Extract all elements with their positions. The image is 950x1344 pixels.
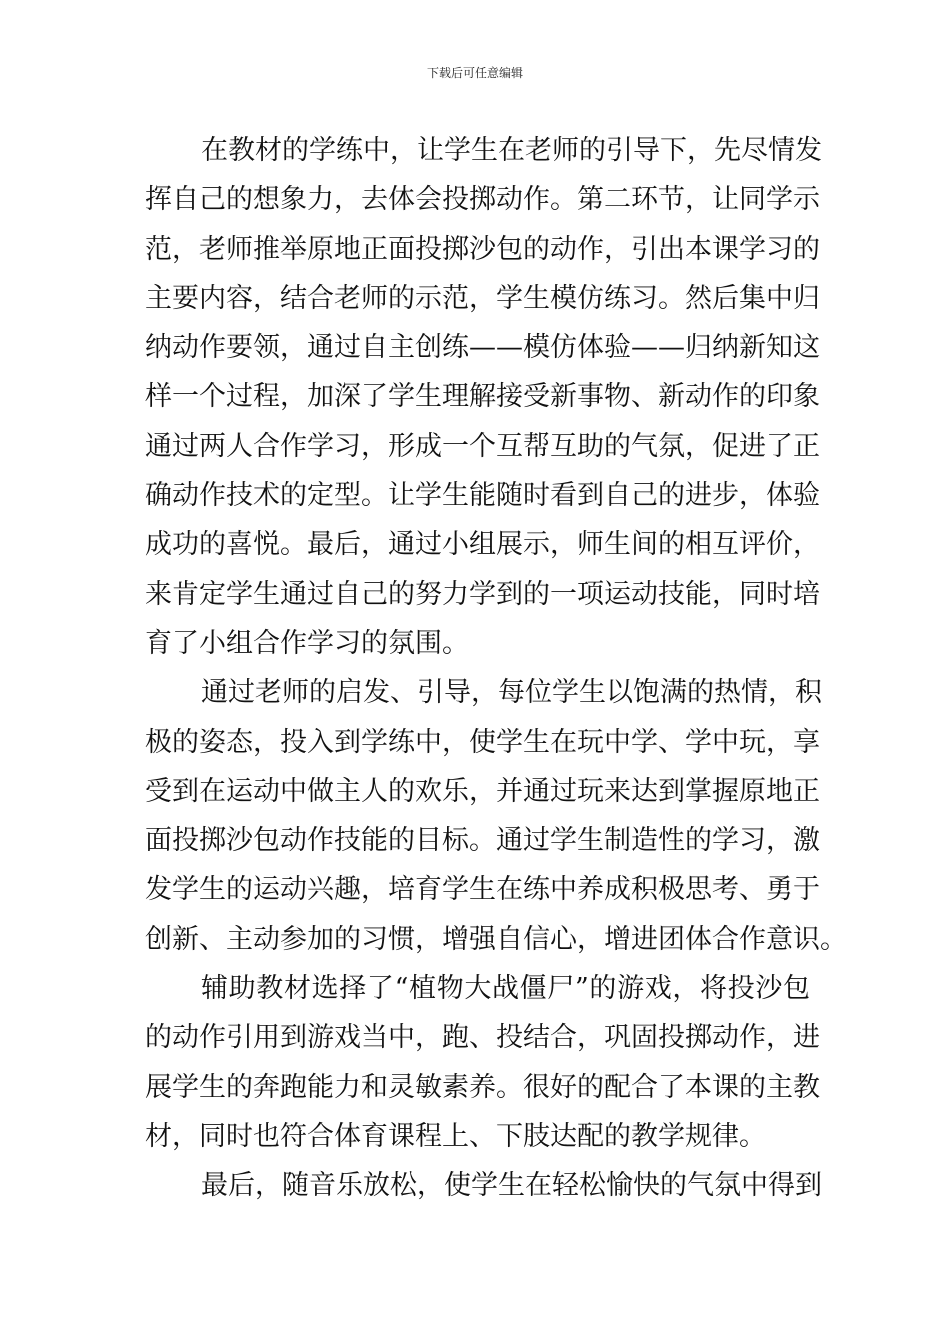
text-line: 通过老师的启发、引导，每位学生以饱满的热情，积 — [201, 677, 822, 709]
text-line: 材，同时也符合体育课程上、下肢达配的教学规律。 — [145, 1120, 766, 1152]
text-line: 的动作引用到游戏当中，跑、投结合，巩固投掷动作，进 — [145, 1022, 820, 1054]
text-line: 在教材的学练中，让学生在老师的引导下，先尽情发 — [201, 135, 822, 166]
text-line: 面投掷沙包动作技能的目标。通过学生制造性的学习，激 — [145, 825, 820, 857]
text-line: 主要内容，结合老师的示范，学生模仿练习。然后集中归 — [145, 282, 820, 314]
text-line: 确动作技术的定型。让学生能随时看到自己的进步，体验 — [145, 480, 820, 512]
text-line: 成功的喜悦。最后，通过小组展示，师生间的相互评价， — [145, 529, 820, 561]
paragraph-learning-goals — [145, 668, 847, 964]
paragraph-auxiliary-material — [145, 964, 820, 1161]
document-body — [145, 126, 847, 1211]
text-line: 通过两人合作学习，形成一个互帮互助的气氛，促进了正 — [145, 430, 820, 462]
text-line: 创新、主动参加的习惯，增强自信心，增进团体合作意识。 — [145, 923, 847, 955]
text-line: 极的姿态，投入到学练中，使学生在玩中学、学中玩，享 — [145, 726, 820, 758]
text-line: 展学生的奔跑能力和灵敏素养。很好的配合了本课的主教 — [145, 1071, 820, 1103]
text-line: 纳动作要领，通过自主创练——模仿体验——归纳新知这 — [145, 332, 820, 364]
paragraph-teaching-process — [145, 126, 822, 668]
text-line: 发学生的运动兴趣，培育学生在练中养成积极思考、勇于 — [145, 874, 820, 906]
text-line: 最后，随音乐放松，使学生在轻松愉快的气氛中得到 — [201, 1170, 822, 1202]
page-header: 下载后可任意编辑 — [426, 66, 523, 80]
text-line: 挥自己的想象力，去体会投掷动作。第二环节，让同学示 — [145, 184, 820, 216]
text-line: 辅助教材选择了“植物大战僵尸”的游戏，将投沙包 — [201, 973, 810, 1005]
text-line: 样一个过程，加深了学生理解接受新事物、新动作的印象 — [145, 381, 820, 413]
text-line: 育了小组合作学习的氛围。 — [145, 627, 469, 659]
text-line: 范，老师推举原地正面投掷沙包的动作，引出本课学习的 — [145, 233, 820, 265]
text-line: 受到在运动中做主人的欢乐，并通过玩来达到掌握原地正 — [145, 775, 820, 807]
text-line: 来肯定学生通过自己的努力学到的一项运动技能，同时培 — [145, 578, 820, 610]
paragraph-relaxation — [145, 1161, 822, 1210]
